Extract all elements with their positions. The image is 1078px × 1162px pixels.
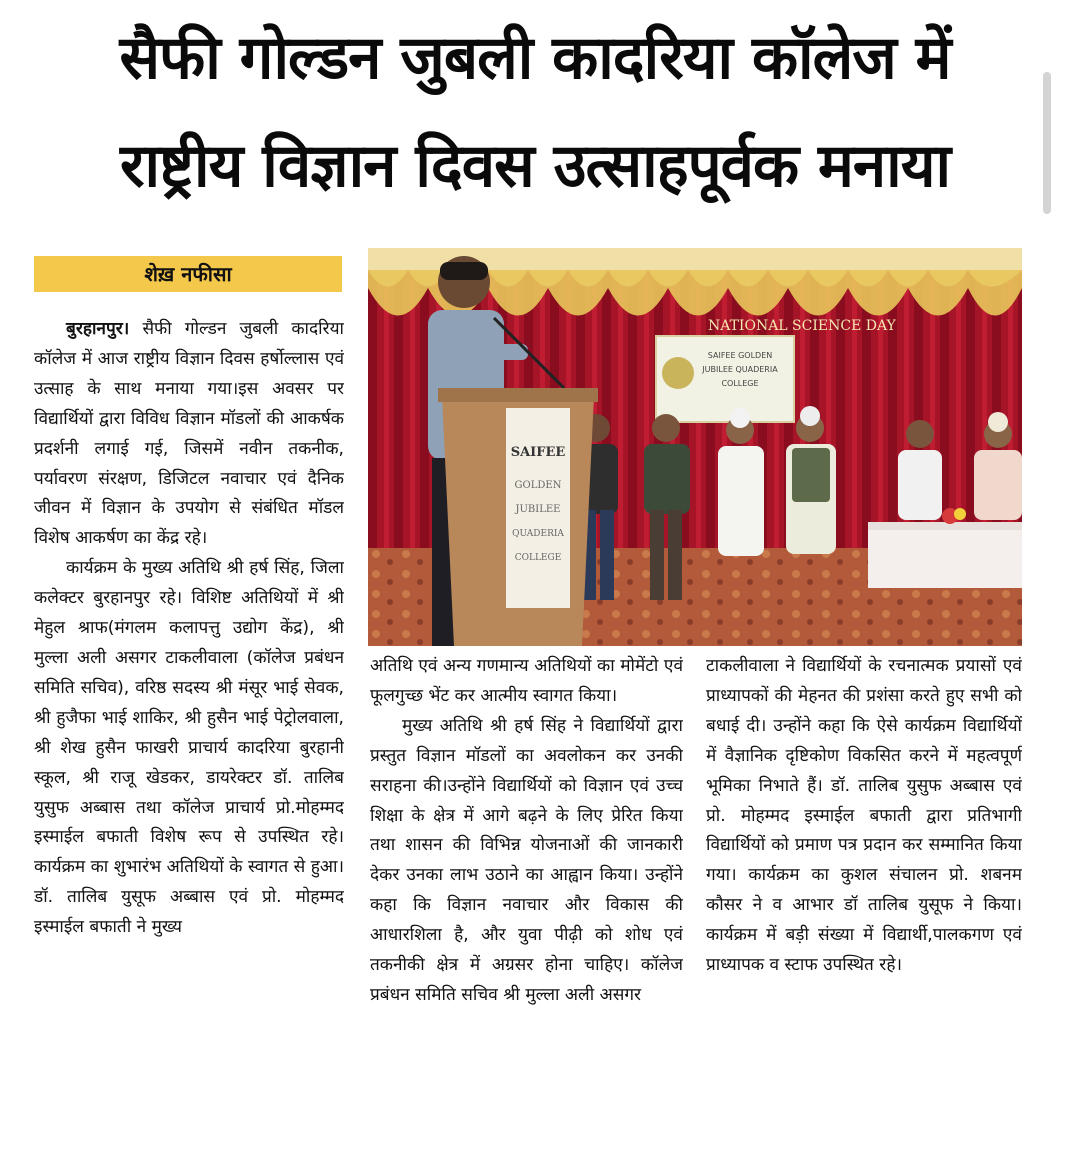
article-paragraph-1: सैफी गोल्डन जुबली कादरिया कॉलेज में आज राष्ट्रीय विज्ञान दिवस हर्षोल्लास एवं उत्साह के साथ मनाया गया।इस अवसर पर विद्यार्थियों द्वारा विविध विज्ञान मॉडलों की आकर्षक प्रदर्शनी लगाई गई, जिसमें नवीन तकनीक, पर्यावरण संरक्षण, डिजिटल नवाचार एवं दैनिक जीवन में विज्ञान के उपयोग से संबंधित मॉडल विशेष आकर्षण का केंद्र रहे।: [34, 319, 344, 549]
headline-line-2: राष्ट्रीय विज्ञान दिवस उत्साहपूर्वक मनाया: [119, 131, 951, 201]
byline: शेख़ नफीसा: [34, 256, 342, 292]
podium: [438, 388, 598, 646]
event-photo-illustration: [368, 248, 1022, 646]
podium-line-2: GOLDEN: [514, 480, 562, 491]
article-column-1: [34, 315, 344, 1155]
podium-line-5: COLLEGE: [514, 553, 562, 563]
event-photo: [368, 248, 1022, 646]
board-line-2: JUBILEE QUADERIA: [702, 365, 778, 374]
scrollbar-thumb[interactable]: [1043, 72, 1051, 214]
article-paragraph-2: कार्यक्रम के मुख्य अतिथि श्री हर्ष सिंह, जिला कलेक्टर बुरहानपुर रहे। विशिष्ट अतिथियों में श्री मेहुल श्राफ(मंगलम कलापत्तु उद्योग केंद्र), श्री मुल्ला अली असगर टाकलीवाला (कॉलेज प्रबंधन समिति सचिव), वरिष्ठ सदस्य श्री मंसूर भाई सेवक, श्री हुजैफा भाई शाकिर, श्री हुसैन भाई पेट्रोलवाला, श्री शेख हुसैन फाखरी प्राचार्य कादरिया बुरहानी स्कूल, श्री राजू खेडकर, डायरेक्टर डॉ. तालिब युसुफ अब्बास तथा कॉलेज प्राचार्य प्रो.मोहम्मद इस्माईल बफाती विशेष रूप से उपस्थित रहे। कार्यक्रम का शुभारंभ अतिथियों के स्वागत से हुआ। डॉ. तालिब युसूफ अब्बास एवं प्रो. मोहम्मद इस्माईल बफाती ने मुख्य: [34, 558, 344, 938]
article-column-2: [370, 652, 683, 1152]
board-line-1: SAIFEE GOLDEN: [707, 351, 773, 360]
podium-line-1: SAIFEE: [510, 445, 566, 460]
podium-line-4: QUADERIA: [512, 529, 564, 539]
dateline: बुरहानपुर।: [66, 319, 130, 339]
article-paragraph-4: मुख्य अतिथि श्री हर्ष सिंह ने विद्यार्थियों द्वारा प्रस्तुत विज्ञान मॉडलों का अवलोकन कर उनकी सराहना की।उन्होंने विद्यार्थियों को विज्ञान एवं उच्च शिक्षा के क्षेत्र में आगे बढ़ने के लिए प्रेरित किया तथा शासन की विभिन्न योजनाओं की जानकारी देकर उनका लाभ उठाने का आह्वान किया। उन्होंने कहा कि विज्ञान नवाचार और विकास की आधारशिला है, और युवा पीढ़ी को शोध एवं तकनीकी क्षेत्र में अग्रसर होना चाहिए। कॉलेज प्रबंधन समिति सचिव श्री मुल्ला अली असगर: [370, 715, 683, 1005]
article-column-3: [706, 652, 1022, 1152]
board-line-3: COLLEGE: [721, 379, 759, 388]
article-paragraph-3: अतिथि एवं अन्य गणमान्य अतिथियों का मोमेंटो एवं फूलगुच्छ भेंट कर आत्मीय स्वागत किया।: [370, 656, 683, 706]
podium-line-3: JUBILEE: [515, 504, 561, 515]
college-board: [656, 336, 794, 422]
headline-line-1: सैफी गोल्डन जुबली कादरिया कॉलेज में: [119, 23, 951, 93]
article-paragraph-5: टाकलीवाला ने विद्यार्थियों के रचनात्मक प्रयासों एवं प्राध्यापकों की मेहनत की प्रशंसा करते हुए सभी को बधाई दी। उन्होंने कहा कि ऐसे कार्यक्रम विद्यार्थियों में वैज्ञानिक दृष्टिकोण विकसित करने में महत्वपूर्ण भूमिका निभाते हैं। डॉ. तालिब युसुफ अब्बास एवं प्रो. मोहम्मद इस्माईल बफाती द्वारा प्रतिभागी विद्यार्थियों को प्रमाण पत्र प्रदान कर सम्मानित किया गया। कार्यक्रम का कुशल संचालन प्रो. शबनम कौसर ने व आभार डॉ तालिब युसूफ ने किया। कार्यक्रम में बड़ी संख्या में विद्यार्थी,पालकगण एवं प्राध्यापक व स्टाफ उपस्थित रहे।: [706, 656, 1022, 976]
banner-text: NATIONAL SCIENCE DAY: [708, 318, 896, 334]
